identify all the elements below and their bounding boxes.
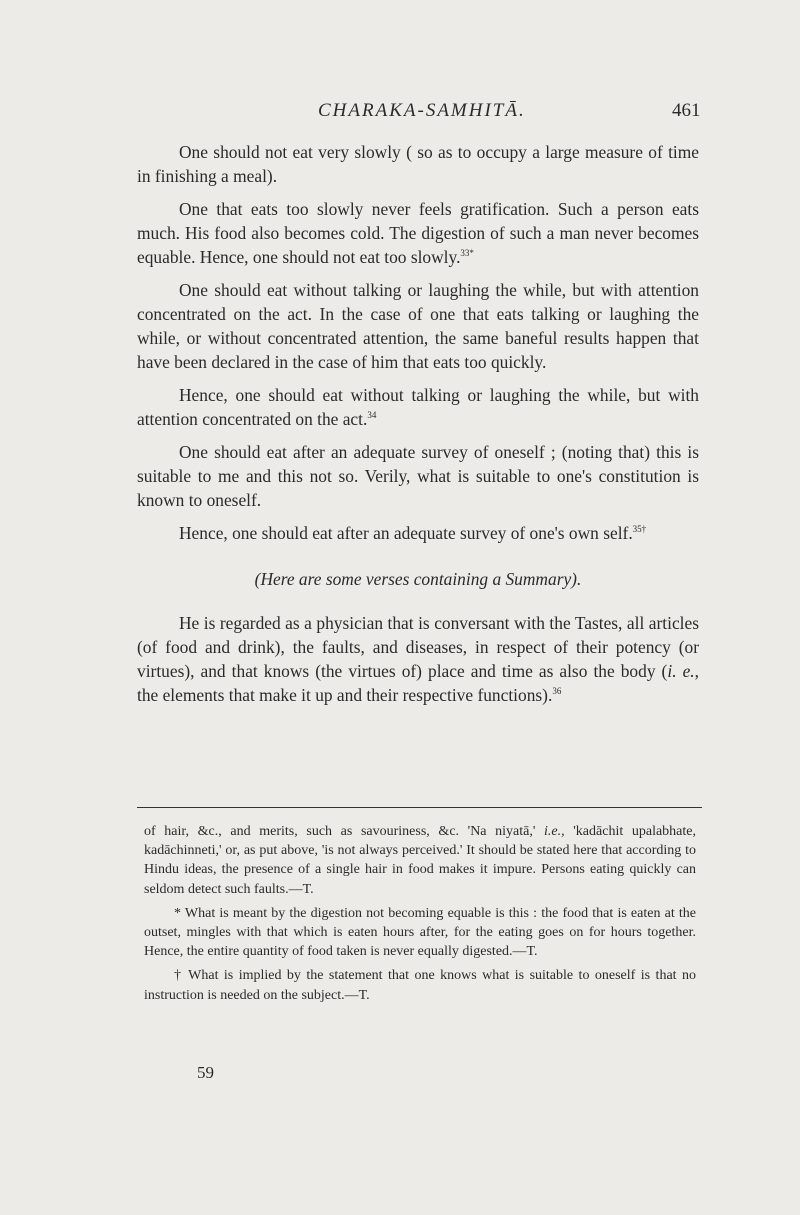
summary-heading: (Here are some verses containing a Summary). [254, 569, 582, 589]
footnote: † What is implied by the statement that one knows what is suitable to oneself is that no instruction is needed on the subject.—T. [144, 968, 696, 1003]
footnote: * What is meant by the digestion not becoming equable is this : the food that is eaten at the outset, mingles with that which is eaten hours after, for the eating goes on for hours together. Hence, the entire quantity of food taken is never equally digested.—T. [144, 905, 696, 960]
paragraph-text: , the elements that make it up and their respective functions). [137, 661, 700, 705]
paragraph-text: One should not eat very slowly ( so as to occupy a large measure of time in finishing a meal). [137, 142, 699, 186]
paragraph-text: One should eat after an adequate survey of oneself ; (noting that) this is suitable to me and this not so. Verily, what is suitable to one's constitution is known to oneself. [137, 442, 699, 510]
paragraph-text: He is regarded as a physician that is conversant with the Tastes, all articles (of food and drink), the faults, and diseases, in respect of their potency (or virtues), and that knows (the virtues of) place and time as also the body ( [137, 613, 699, 681]
note-marker: 34 [367, 410, 377, 421]
paragraph [137, 140, 699, 188]
paragraph [137, 383, 699, 431]
paragraph [137, 440, 699, 512]
note-marker: 35† [632, 524, 647, 535]
page-header [0, 100, 800, 130]
paragraph [137, 521, 699, 545]
paragraph [137, 197, 699, 269]
paragraph [137, 611, 699, 707]
running-title: CHARAKA-SAMHITĀ. [318, 100, 526, 121]
signature-mark: 59 [197, 1063, 214, 1082]
paragraph-text: One should eat without talking or laughing the while, but with attention concentrated on the act. In the case of one that eats talking or laughing the while, or without concentrated attention, the same baneful results happen that have been declared in the case of him that eats too quickly. [137, 280, 699, 372]
paragraph-text: One that eats too slowly never feels gratification. Such a person eats much. His food also becomes cold. The digestion of such a man never becomes equable. Hence, one should not eat too slowly. [137, 199, 699, 267]
note-marker: 33* [460, 248, 474, 259]
abbreviation: i.e. [544, 824, 562, 839]
abbreviation: i. e. [667, 661, 695, 681]
main-text [137, 140, 699, 716]
paragraph-text: Hence, one should eat without talking or laughing the while, but with attention concentrated on the act. [137, 385, 699, 429]
footnotes [144, 822, 696, 1010]
note-marker: 36 [552, 686, 562, 697]
footnote [144, 822, 696, 899]
footnote-text: , 'kadāchit upalabhate, kadāchinneti,' or, as put above, 'is not always perceived.' It should be stated here that according to Hindu ideas, the presence of a single hair in food makes it impure. Persons eating quickly can seldom detect such faults.—T. [144, 824, 696, 897]
page-number: 461 [672, 100, 701, 121]
footnote-text: of hair, &c., and merits, such as savouriness, &c. 'Na niyatā,' [144, 824, 545, 839]
paragraph [137, 278, 699, 374]
footnote-separator [137, 807, 702, 808]
paragraph-text: Hence, one should eat after an adequate survey of one's own self. [179, 523, 633, 543]
